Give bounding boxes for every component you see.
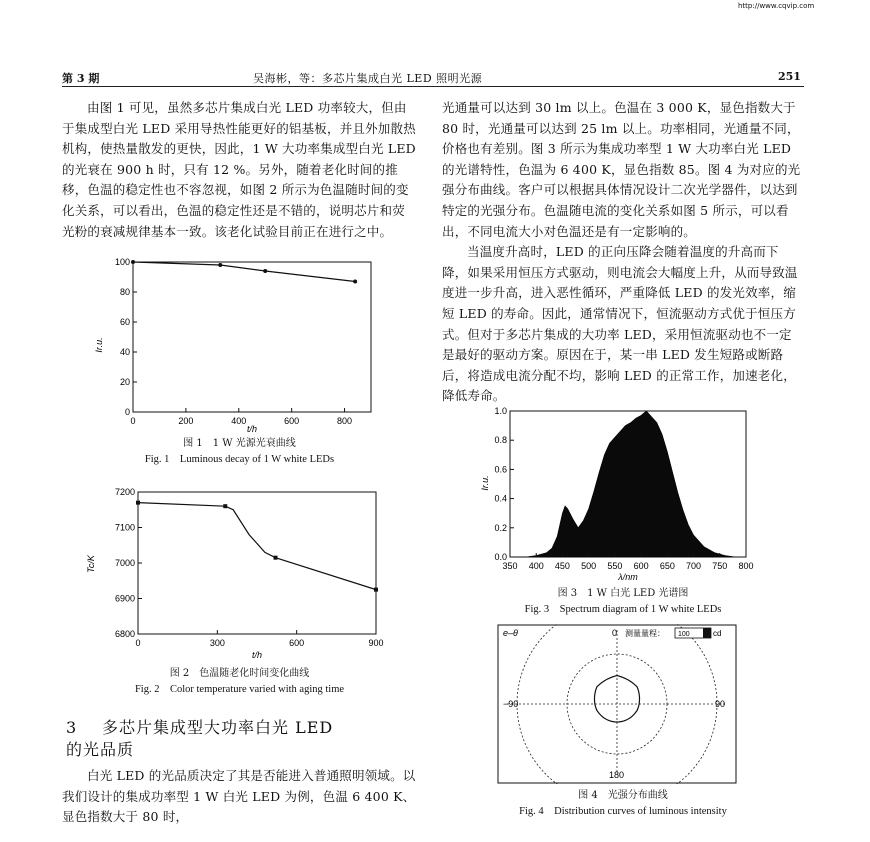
left-paragraph-1: 由图 1 可见，虽然多芯片集成白光 LED 功率较大，但由于集成型白光 LED 采用导热性能更好的铝基板，并且外加散热机构，使热量散发的更快，因此，1 W 大功率集成型白光 LED 的光衰在 900 h 时，只有 12 %。另外，随着老化时间的推移，色温的稳定性也不容忽视，如图 2 所示为色温随时间的变化关系，可以看出，色温的稳定性还是不错的，说明芯片和荧光粉的衰减规律基本一致。该老化试验目前正在进行之中。 xyxy=(62,100,416,239)
fig3-ytick-label-1: 0.2 xyxy=(494,522,507,533)
fig4-meter-unit: cd xyxy=(713,629,722,638)
fig1-caption-cn: 图 1 1 W 光源光衰曲线 xyxy=(183,438,296,449)
fig4-label-right: 90 xyxy=(715,699,726,709)
fig4-label-left: −90 xyxy=(503,699,519,709)
fig3-caption-cn: 图 3 1 W 白光 LED 光谱图 xyxy=(557,588,689,599)
fig4-meter-label: 测量量程： xyxy=(625,629,665,638)
fig3-ytick-label-5: 1.0 xyxy=(494,406,507,416)
fig4-meter-dropdown xyxy=(703,628,711,638)
fig3-xtick-label-5: 600 xyxy=(633,561,649,571)
issue-number: 第 3 期 xyxy=(62,72,100,85)
fig1-ytick-label-0: 0 xyxy=(124,407,130,417)
page-number: 251 xyxy=(778,70,801,83)
fig2-xtick-label-0: 0 xyxy=(135,638,141,648)
fig3-ytick-label-4: 0.8 xyxy=(494,435,507,446)
fig2-point-5 xyxy=(274,556,278,560)
fig2-ytick-label-0: 6800 xyxy=(114,629,135,639)
fig1-caption xyxy=(62,436,417,468)
fig3-xtick-label-9: 800 xyxy=(738,561,754,571)
left-column-bottom xyxy=(62,766,417,828)
header-rule xyxy=(62,86,804,87)
fig3-ytick-label-0: 0.0 xyxy=(494,552,507,562)
fig4-label-top: 0 xyxy=(612,628,618,638)
fig1-point-2 xyxy=(263,269,267,273)
fig3-xtick-label-1: 400 xyxy=(528,561,544,571)
fig2-ytick-label-2: 7000 xyxy=(114,558,135,568)
fig3-xtick-label-3: 500 xyxy=(581,561,597,571)
fig4-caption-cn: 图 4 光强分布曲线 xyxy=(578,790,668,801)
left-paragraph-2: 白光 LED 的光品质决定了其是否能进入普通照明领域。以我们设计的集成功率型 1 W 白光 LED 为例，色温 6 400 K、显色指数大于 80 时， xyxy=(62,768,416,825)
fig3-ylabel: Ir.u. xyxy=(480,475,490,491)
figure-4-chart xyxy=(497,624,737,784)
fig2-xtick-label-2: 600 xyxy=(289,638,305,648)
fig3-xtick-label-2: 450 xyxy=(554,561,570,571)
fig4-meter-value: 100 xyxy=(678,631,690,638)
fig2-ytick-label-4: 7200 xyxy=(114,487,135,497)
fig1-xtick-label-0: 0 xyxy=(130,416,136,426)
fig2-ylabel: Tc/K xyxy=(86,555,96,573)
fig3-xlabel: λ/nm xyxy=(618,572,638,582)
fig1-point-0 xyxy=(131,260,135,264)
fig3-caption-en: Fig. 3 Spectrum diagram of 1 W white LEDs xyxy=(524,604,722,615)
fig2-xlabel: t/h xyxy=(251,650,263,660)
fig4-label-bottom: 180 xyxy=(609,770,625,780)
figure-2-chart xyxy=(82,484,392,662)
fig1-ylabel: Ir.u. xyxy=(94,337,104,353)
fig2-ytick-label-1: 6900 xyxy=(114,593,135,604)
section-title-line1: 多芯片集成型大功率白光 LED xyxy=(102,718,334,737)
section-title-line2: 的光品质 xyxy=(66,740,135,759)
fig3-xtick-label-0: 350 xyxy=(502,561,518,571)
fig1-xtick-label-4: 800 xyxy=(337,416,353,426)
fig2-caption-en: Fig. 2 Color temperature varied with aging time xyxy=(134,684,345,695)
fig1-series-line xyxy=(133,262,355,282)
figure-1-chart xyxy=(92,255,392,435)
figure-3-chart xyxy=(480,403,765,583)
fig3-xtick-label-6: 650 xyxy=(659,561,675,571)
fig2-caption-cn: 图 2 色温随老化时间变化曲线 xyxy=(169,668,310,679)
section-number: 3 xyxy=(66,718,78,737)
fig1-xlabel: t/h xyxy=(246,424,258,434)
fig3-caption xyxy=(442,586,804,618)
fig1-xtick-label-2: 400 xyxy=(231,416,247,426)
fig1-ytick-label-2: 40 xyxy=(119,347,130,357)
fig1-xtick-label-1: 200 xyxy=(178,416,194,426)
source-url: http://www.cqvip.com xyxy=(738,2,815,10)
fig1-xtick-label-3: 600 xyxy=(284,416,300,426)
fig2-series-line xyxy=(138,503,376,590)
section-3-heading xyxy=(66,717,426,761)
fig1-caption-en: Fig. 1 Luminous decay of 1 W white LEDs xyxy=(144,454,335,465)
fig2-plot-frame xyxy=(138,492,376,634)
fig3-ytick-label-3: 0.6 xyxy=(494,464,507,475)
fig1-ytick-label-5: 100 xyxy=(114,257,130,267)
fig1-plot-frame xyxy=(133,262,371,412)
left-column-top xyxy=(62,98,417,242)
fig3-spectrum-area xyxy=(510,411,736,557)
fig2-caption xyxy=(62,666,417,698)
fig4-label-tl: e–θ xyxy=(503,628,518,638)
right-paragraph-2: 当温度升高时，LED 的正向压降会随着温度的升高而下降，如果采用恒压方式驱动，则电流会大幅度上升，从而导致温度进一步升高，进入恶性循环，严重降低 LED 的发光效率，缩短 LED 的寿命。因此，通常情况下，恒流驱动方式优于恒压方式。但对于多芯片集成的大功率 LED，采用恒流驱动也不一定是最好的驱动方案。原因在于，某一串 LED 发生短路或断路后，将造成电流分配不均，影响 LED 的正常工作，加速老化，降低寿命。 xyxy=(442,244,798,404)
fig1-point-3 xyxy=(353,280,357,284)
fig2-ytick-label-3: 7100 xyxy=(114,522,135,533)
fig2-xtick-label-1: 300 xyxy=(209,638,225,648)
fig3-xtick-label-8: 750 xyxy=(712,561,728,571)
fig2-point-0 xyxy=(136,501,140,505)
fig1-ytick-label-4: 80 xyxy=(119,287,130,297)
fig3-xtick-label-7: 700 xyxy=(686,561,702,571)
running-title: 吴海彬，等：多芯片集成白光 LED 照明光源 xyxy=(253,72,483,85)
fig3-xtick-label-4: 550 xyxy=(607,561,623,571)
fig4-caption xyxy=(442,788,804,820)
fig1-ytick-label-3: 60 xyxy=(119,317,130,327)
fig2-point-6 xyxy=(374,588,378,592)
right-column-text xyxy=(442,98,804,407)
fig1-ytick-label-1: 20 xyxy=(119,377,130,387)
fig4-caption-en: Fig. 4 Distribution curves of luminous intensity xyxy=(519,806,727,817)
fig2-xtick-label-3: 900 xyxy=(368,638,384,648)
fig3-ytick-label-2: 0.4 xyxy=(494,493,507,504)
fig1-point-1 xyxy=(218,263,222,267)
right-paragraph-1: 光通量可以达到 30 lm 以上。色温在 3 000 K，显色指数大于 80 时，光通量可以达到 25 lm 以上。功率相同，光通量不同，价格也有差别。图 3 所示为集成功率型 1 W 大功率白光 LED 的光谱特性，色温为 6 400 K，显色指数 85。图 4 为对应的光强分布曲线。客户可以根据具体情况设计二次光学器件，以达到特定的光强分布。色温随电流的变化关系如图 5 所示，可以看出，不同电流大小对色温还是有一定影响的。 xyxy=(442,100,801,239)
fig2-point-1 xyxy=(223,504,227,508)
